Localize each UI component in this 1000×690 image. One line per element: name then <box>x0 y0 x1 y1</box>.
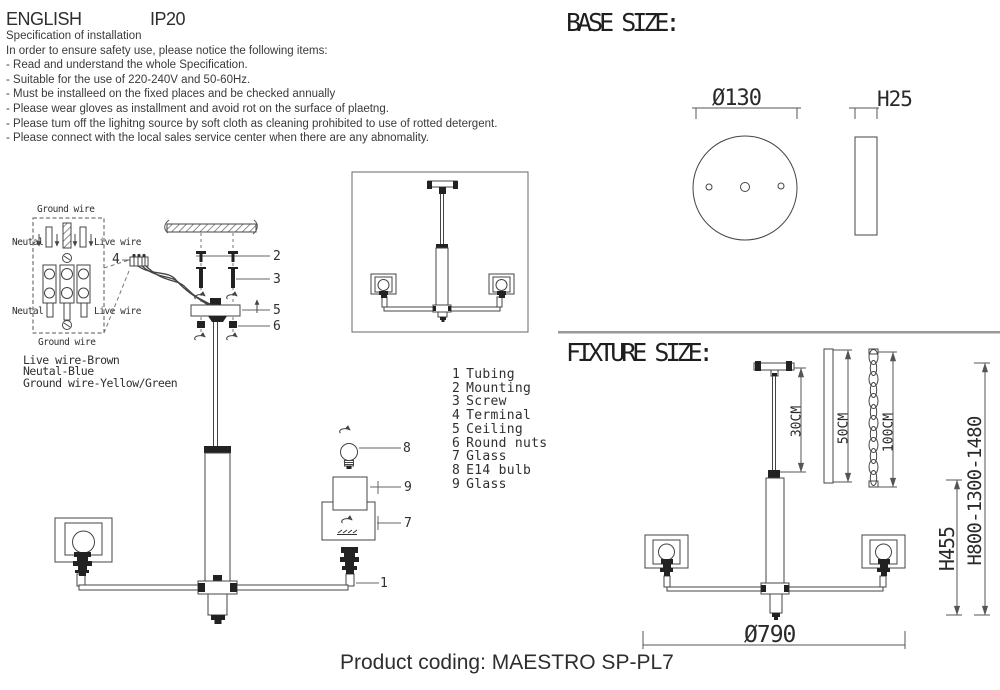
spec-item: - Must be installeed on the fixed places and be checked annually <box>6 88 336 101</box>
chain-length-dim: 100CM <box>881 412 897 453</box>
parts-list-row: 1 Tubing <box>452 367 515 382</box>
callout-9: 9 <box>404 480 412 495</box>
legend-neutral-wire: Neutal-Blue <box>23 364 94 379</box>
fixture-diameter-dim: Ø790 <box>744 622 796 648</box>
legend-ground-wire: Ground wire-Yellow/Green <box>23 375 178 390</box>
spec-item: - Read and understand the whole Specification. <box>6 59 248 72</box>
legend-live-wire: Live wire-Brown <box>23 353 120 367</box>
parts-list-row: 3 Screw <box>452 394 507 410</box>
neutral-bottom-label: Neutal <box>12 306 44 317</box>
parts-list <box>452 368 547 491</box>
callout-1: 1 <box>380 576 388 591</box>
base-diameter-dim: Ø130 <box>712 86 761 111</box>
rod-length-dim: 30CM <box>789 405 805 438</box>
main-installation-drawing <box>55 220 401 624</box>
callout-8: 8 <box>403 441 411 456</box>
base-size-title: BASE SIZE: <box>566 8 677 37</box>
parts-list-row: 7 Glass <box>452 449 507 465</box>
specification-title: Specification of installation <box>6 30 142 42</box>
callout-6: 6 <box>273 319 281 334</box>
spec-item: - Please wear gloves as installment and avoid rot on the surface of plaetng. <box>6 102 389 115</box>
callout-7: 7 <box>404 516 412 531</box>
base-height-dim: H25 <box>877 87 912 111</box>
specification-intro: In order to ensure safety use, please notice the following items: <box>6 44 328 57</box>
specification-block <box>6 29 497 146</box>
spec-item: - Please connect with the local sales service center when there are any abnomality. <box>6 132 429 145</box>
parts-list-row: 2 Mounting <box>452 380 532 396</box>
spec-item: - Suitable for the use of 220-240V and 50-60Hz. <box>6 73 251 86</box>
body-height-dim: H455 <box>935 526 959 572</box>
total-height-dim: H800-1300-1480 <box>964 416 986 566</box>
fixture-size-title: FIXTURE SIZE: <box>566 338 710 367</box>
live-wire-bottom-label: Live wire <box>94 306 141 317</box>
parts-list-row: 9 Glass <box>452 476 507 492</box>
live-wire-top-label: Live wire <box>94 237 141 248</box>
ip-rating-label: IP20 <box>150 9 186 29</box>
assembled-fixture-inset <box>352 172 528 332</box>
product-coding: Product coding: MAESTRO SP-PL7 <box>340 651 674 674</box>
callout-5: 5 <box>273 303 281 318</box>
language-label: ENGLISH <box>6 9 82 29</box>
callout-3: 3 <box>273 272 281 287</box>
wire-color-legend <box>23 355 177 389</box>
ground-wire-bottom-label: Ground wire <box>38 337 96 348</box>
fixture-size-drawing <box>643 349 990 649</box>
spec-item: - Please tum off the lighitng source by soft cloth as cleaning prohibited to use of rotted detergent. <box>6 117 498 130</box>
ground-wire-top-label: Ground wire <box>37 204 95 215</box>
base-size-drawing <box>692 108 879 240</box>
neutral-top-label: Neutal <box>12 237 44 248</box>
callout-4: 4 <box>112 252 120 267</box>
parts-list-row: 4 Terminal <box>452 408 532 424</box>
extension-rod-dim: 50CM <box>836 412 852 445</box>
parts-list-row: 8 E14 bulb <box>452 462 532 478</box>
parts-list-row: 6 Round nuts <box>452 435 548 451</box>
callout-2: 2 <box>273 249 281 264</box>
section-divider <box>558 331 1000 334</box>
parts-list-row: 5 Ceiling <box>452 421 524 437</box>
